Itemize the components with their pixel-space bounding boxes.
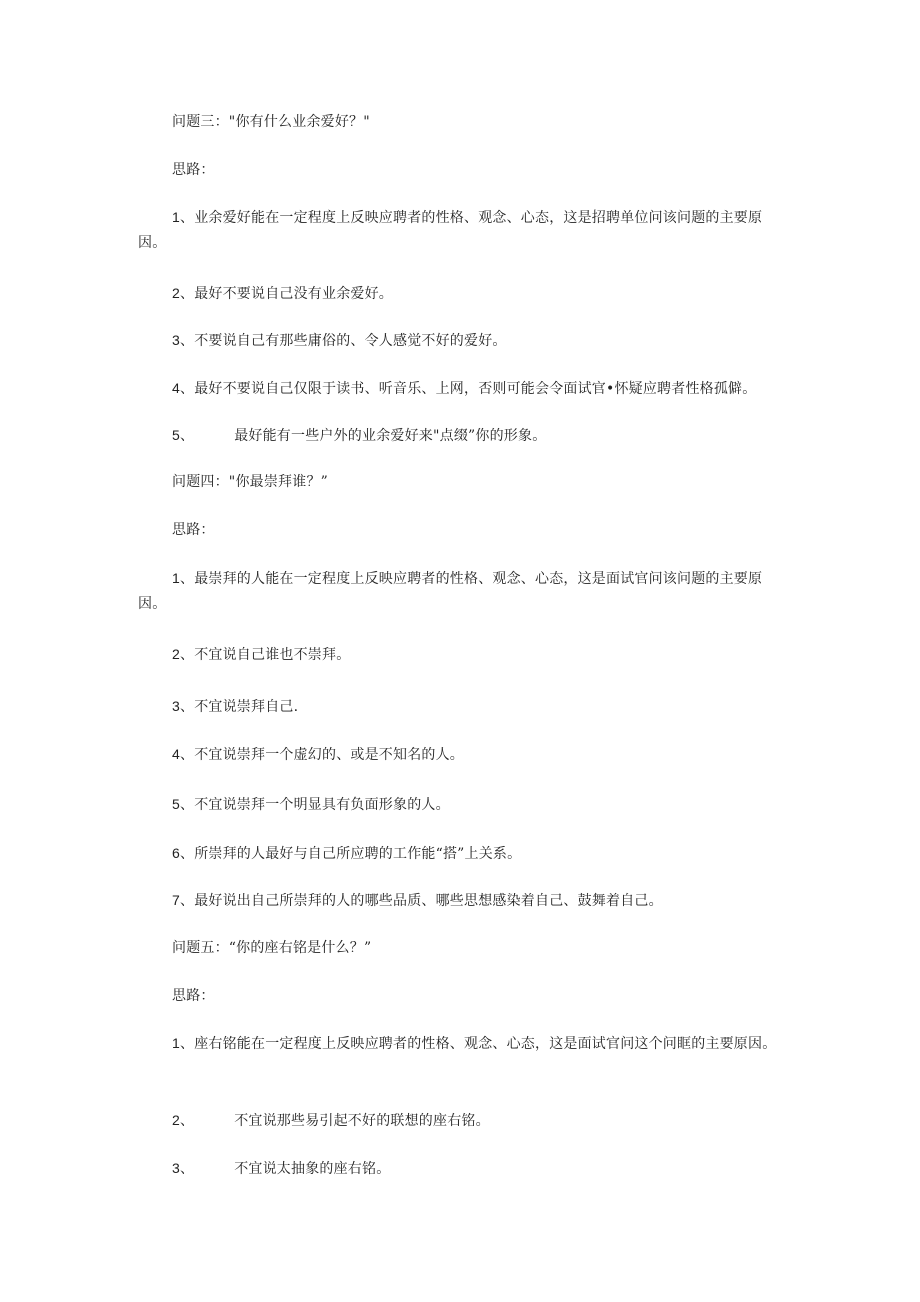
item-number: 2	[172, 285, 180, 301]
item-number: 5	[172, 427, 180, 443]
section5-item-1	[138, 1031, 786, 1057]
section4-title: 问题四："你最崇拜谁？”	[172, 474, 328, 490]
section5-thinking-label: 思路：	[172, 988, 215, 1004]
item-text-continued: 不宜说那些易引起不好的联想的座右铭。	[234, 1113, 490, 1129]
item-text: 、业余爱好能在一定程度上反映应聘者的性格、观念、心态，这是招聘单位问该问题的主要原因。	[138, 210, 763, 251]
section4-item-3	[172, 694, 298, 720]
item-number: 5	[172, 796, 180, 812]
item-text: 、不宜说崇拜一个明显具有负面形象的人。	[180, 797, 450, 813]
item-number: 4	[172, 380, 180, 396]
section4-item-4	[172, 742, 464, 768]
item-text: 、最崇拜的人能在一定程度上反映应聘者的性格、观念、心态，这是面试官问该问题的主要原因。	[138, 571, 763, 612]
item-text: 、座右铭能在一定程度上反映应聘者的性格、观念、心态，这是面试官问这个问眶的主要原因。	[180, 1036, 777, 1052]
item-number: 3	[172, 332, 180, 348]
section5-title: 问题五：“你的座右铭是什么？”	[172, 940, 372, 956]
item-text: 、不要说自己有那些庸俗的、令人感觉不好的爱好。	[180, 333, 507, 349]
item-number: 6	[172, 845, 180, 861]
item-number: 1	[172, 1035, 180, 1051]
section3-item-1	[138, 205, 786, 256]
item-number: 3	[172, 698, 180, 714]
item-text: 、最好说出自己所崇拜的人的哪些品质、哪些思想感染着自己、鼓舞着自己。	[180, 893, 663, 909]
item-text: 、最好不要说自己没有业余爱好。	[180, 286, 393, 302]
section4-item-5	[172, 792, 450, 818]
item-text: 、不宜说崇拜一个虚幻的、或是不知名的人。	[180, 747, 464, 763]
item-number: 2	[172, 1112, 180, 1128]
section4-item-7	[172, 888, 663, 914]
item-number: 1	[172, 570, 180, 586]
item-text-continued: 不宜说太抽象的座右铭。	[234, 1161, 391, 1177]
section3-item-5	[172, 423, 546, 449]
item-text-continued: 最好能有一些户外的业余爱好来"点缀”你的形象。	[234, 428, 547, 444]
section4-item-2	[172, 642, 350, 668]
section3-item-4	[172, 376, 756, 402]
item-text: 、	[180, 1113, 195, 1129]
item-text: 、不宜说崇拜自己.	[180, 699, 299, 715]
section3-item-3	[172, 328, 507, 354]
section3-item-2	[172, 281, 393, 307]
section3-title: 问题三："你有什么业余爱好？"	[172, 114, 370, 130]
item-text: 、不宜说自己谁也不崇拜。	[180, 647, 351, 663]
section5-item-3	[172, 1156, 390, 1182]
item-text: 、所崇拜的人最好与自己所应聘的工作能“搭”上关系。	[180, 846, 522, 862]
item-text: 、	[180, 428, 195, 444]
item-number: 3	[172, 1160, 180, 1176]
item-number: 2	[172, 646, 180, 662]
section3-thinking-label: 思路：	[172, 162, 215, 178]
section4-item-1	[138, 566, 786, 617]
item-number: 1	[172, 209, 180, 225]
item-text: 、最好不要说自己仅限于读书、听音乐、上网，否则可能会令面试官•怀疑应聘者性格孤僻。	[180, 381, 757, 397]
section4-item-6	[172, 841, 521, 867]
section4-thinking-label: 思路：	[172, 522, 215, 538]
section5-item-2	[172, 1108, 490, 1134]
item-number: 7	[172, 892, 180, 908]
item-number: 4	[172, 746, 180, 762]
item-text: 、	[180, 1161, 195, 1177]
